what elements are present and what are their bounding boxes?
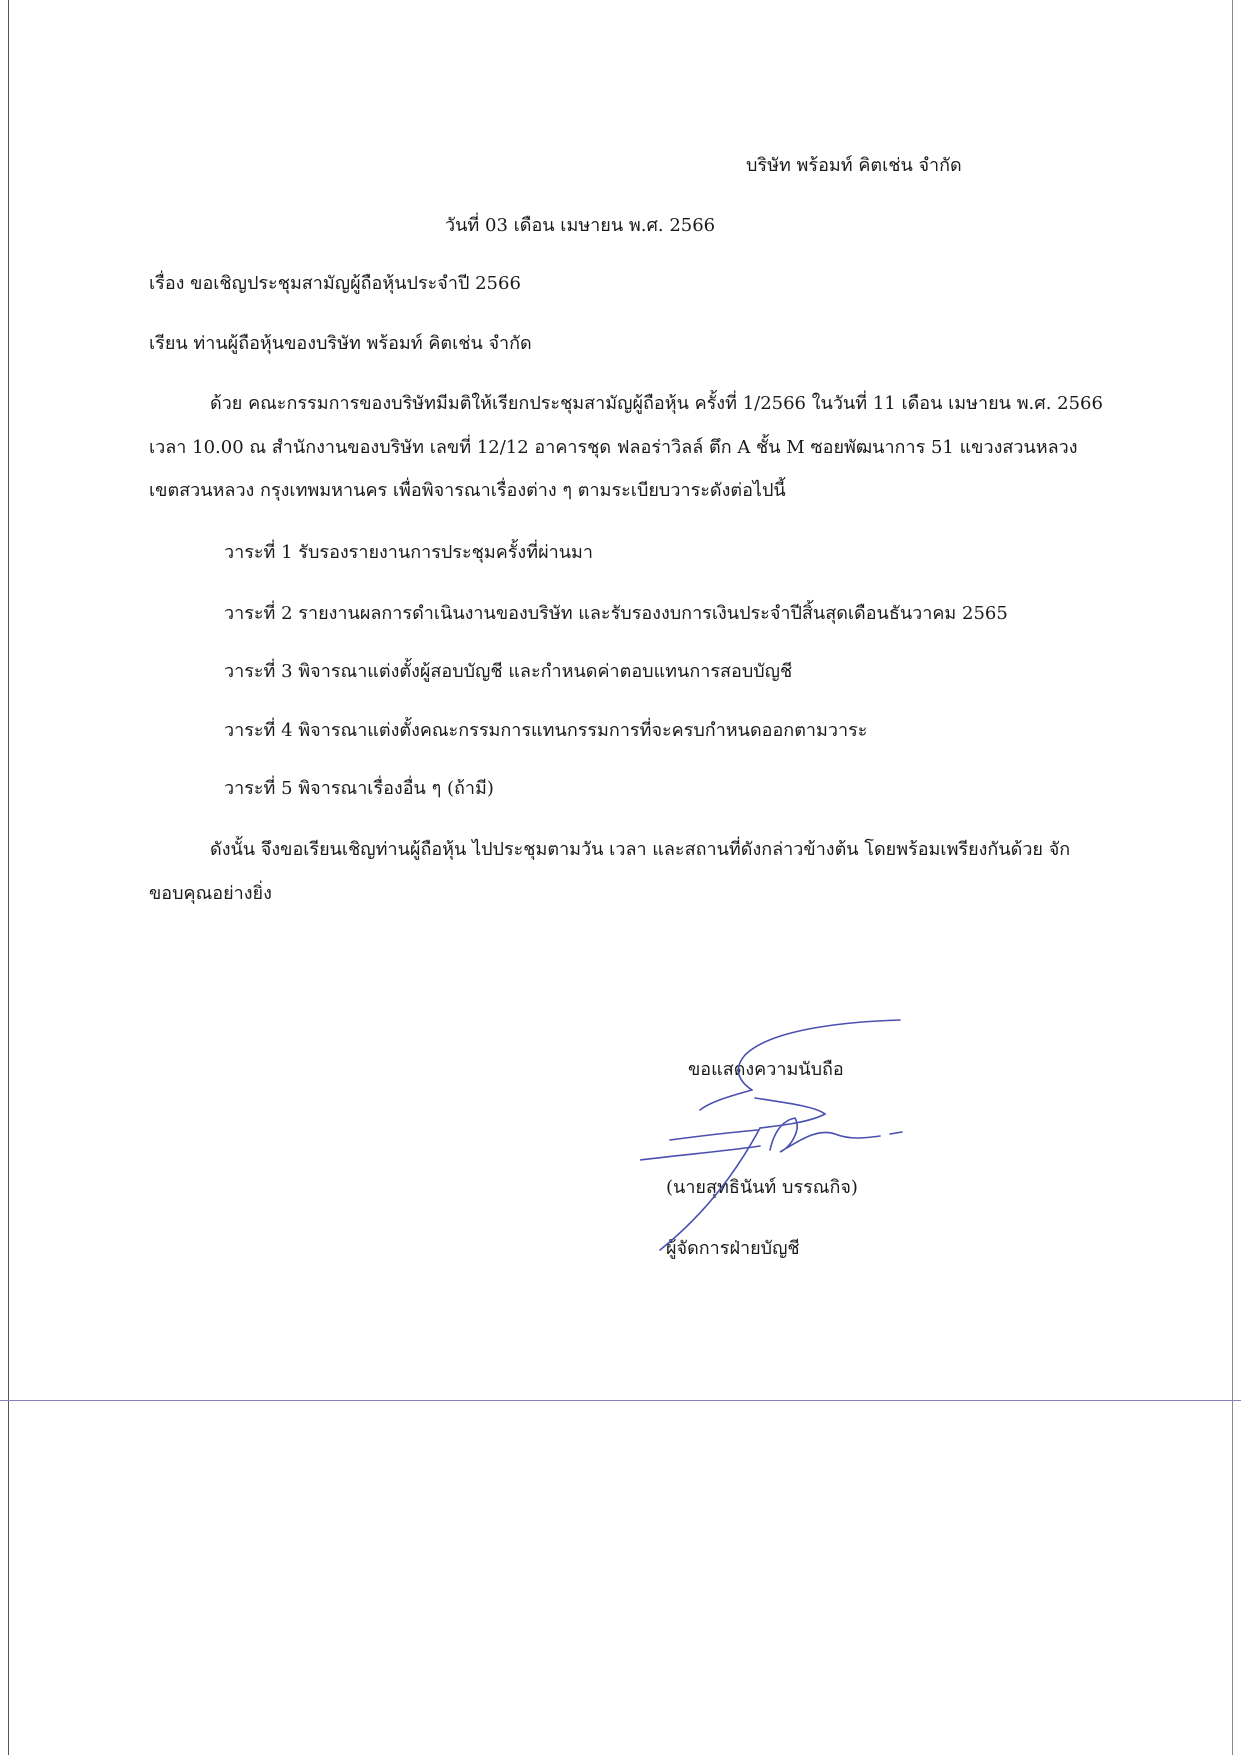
fold-line — [0, 1400, 1241, 1401]
handwritten-signature — [640, 1010, 960, 1270]
page-edge-right — [1232, 0, 1233, 1755]
letter-addressee: เรียน ท่านผู้ถือหุ้นของบริษัท พร้อมท์ คิตเช่น จำกัด — [149, 333, 532, 354]
page-edge-left — [8, 0, 9, 1755]
agenda-item-2: วาระที่ 2 รายงานผลการดำเนินงานของบริษัท และรับรองงบการเงินประจำปีสิ้นสุดเดือนธันวาคม 2565 — [224, 603, 1008, 624]
letter-subject: เรื่อง ขอเชิญประชุมสามัญผู้ถือหุ้นประจำปี 2566 — [149, 273, 521, 294]
closing-line-1: ดังนั้น จึงขอเรียนเชิญท่านผู้ถือหุ้น ไปประชุมตามวัน เวลา และสถานที่ดังกล่าวข้างต้น โดยพร้อมเพรียงกันด้วย จัก — [210, 839, 1071, 860]
body-line-1: ด้วย คณะกรรมการของบริษัทมีมติให้เรียกประชุมสามัญผู้ถือหุ้น ครั้งที่ 1/2566 ในวันที่ 11 เดือน เมษายน พ.ศ. 2566 — [210, 393, 1103, 414]
agenda-item-1: วาระที่ 1 รับรองรายงานการประชุมครั้งที่ผ่านมา — [224, 542, 594, 563]
signer-name: (นายสุทธินันท์ บรรณกิจ) — [666, 1177, 858, 1198]
body-line-2: เวลา 10.00 ณ สำนักงานของบริษัท เลขที่ 12/12 อาคารชุด ฟลอร่าวิลล์ ตึก A ชั้น M ซอยพัฒนาการ 51 แขวงสวนหลวง — [149, 437, 1078, 458]
closing-line-2: ขอบคุณอย่างยิ่ง — [149, 883, 272, 904]
agenda-item-4: วาระที่ 4 พิจารณาแต่งตั้งคณะกรรมการแทนกรรมการที่จะครบกำหนดออกตามวาระ — [224, 720, 868, 741]
agenda-item-3: วาระที่ 3 พิจารณาแต่งตั้งผู้สอบบัญชี และกำหนดค่าตอบแทนการสอบบัญชี — [224, 661, 793, 682]
body-line-3: เขตสวนหลวง กรุงเทพมหานคร เพื่อพิจารณาเรื่องต่าง ๆ ตามระเบียบวาระดังต่อไปนี้ — [149, 480, 786, 501]
letter-date: วันที่ 03 เดือน เมษายน พ.ศ. 2566 — [445, 215, 716, 236]
agenda-item-5: วาระที่ 5 พิจารณาเรื่องอื่น ๆ (ถ้ามี) — [224, 778, 494, 799]
regards-text: ขอแสดงความนับถือ — [688, 1059, 844, 1080]
signer-title: ผู้จัดการฝ่ายบัญชี — [666, 1238, 800, 1259]
company-name: บริษัท พร้อมท์ คิตเช่น จำกัด — [746, 155, 962, 176]
